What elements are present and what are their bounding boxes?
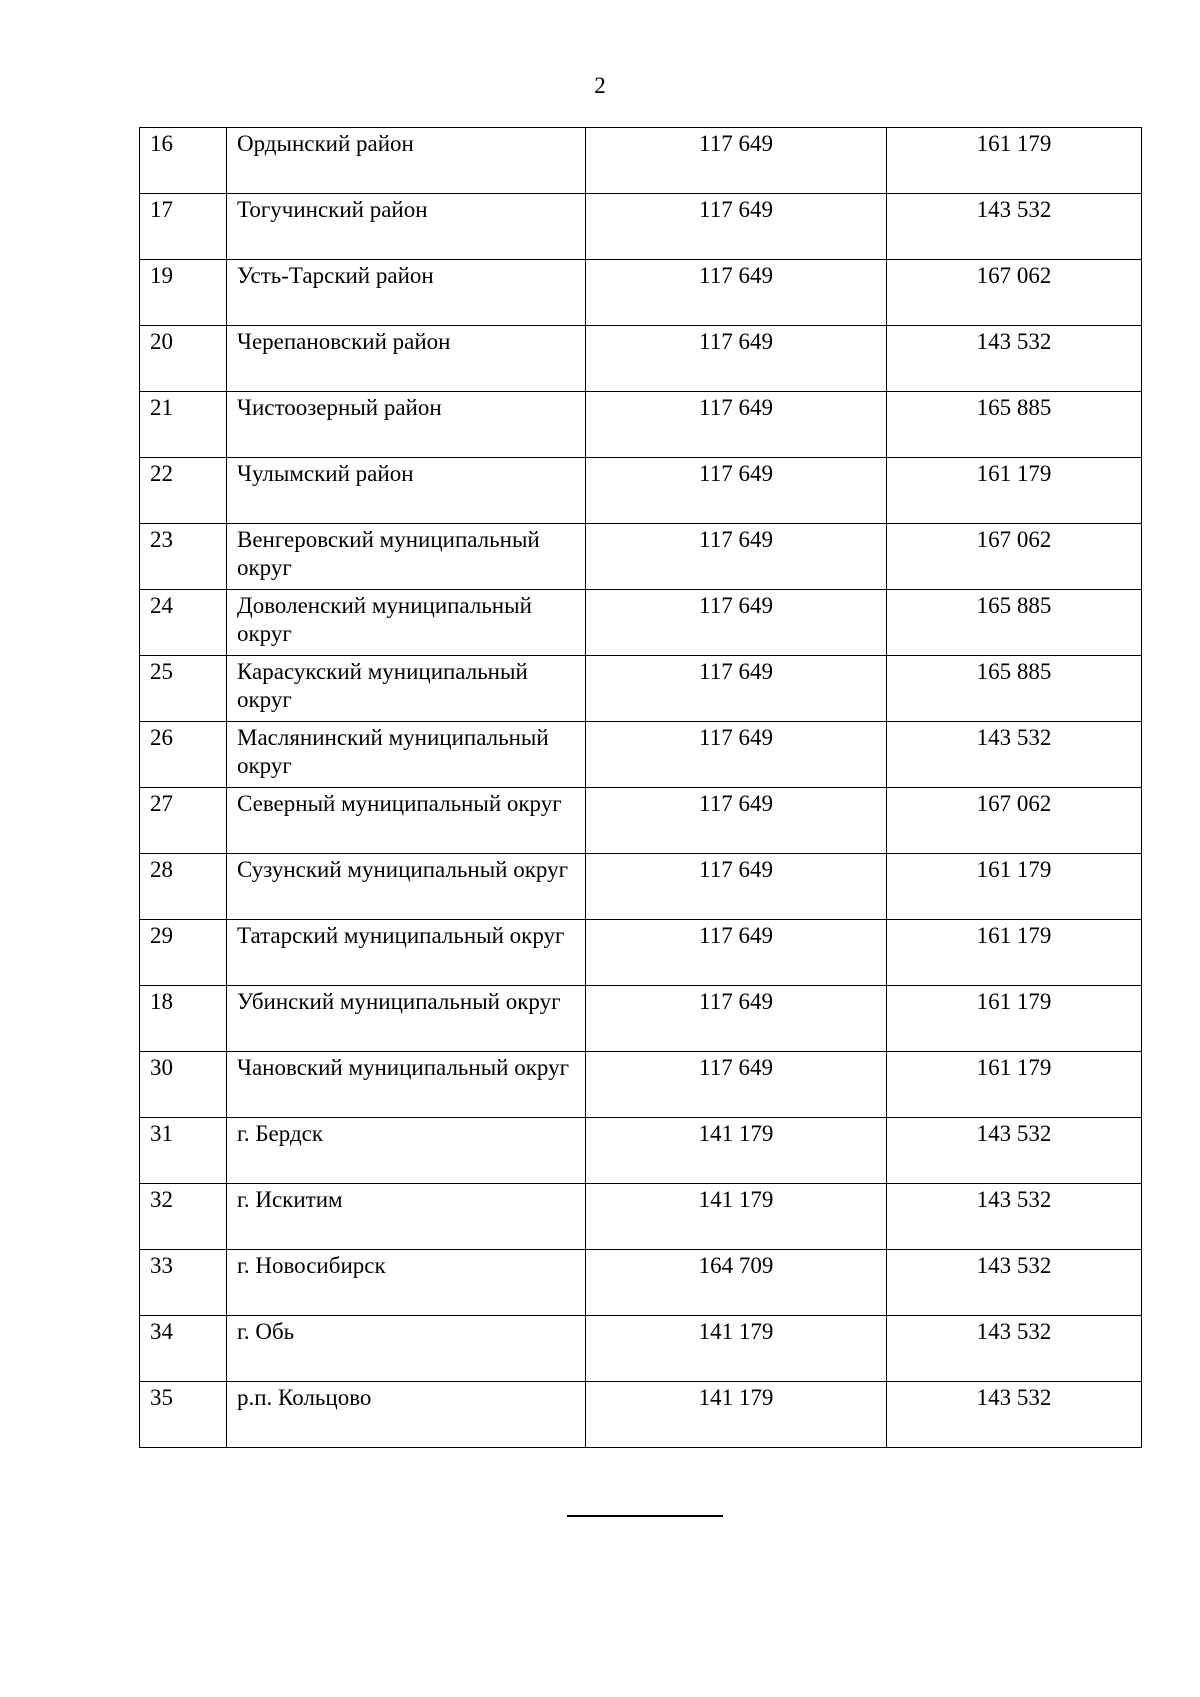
table-row	[140, 326, 1142, 392]
value-1-cell: 117 649	[586, 656, 887, 722]
table-row	[140, 1118, 1142, 1184]
row-number-cell: 32	[140, 1184, 227, 1250]
row-number-cell: 18	[140, 986, 227, 1052]
municipality-name-cell: Черепановский район	[227, 326, 586, 392]
row-number-cell: 16	[140, 128, 227, 194]
table-row	[140, 1382, 1142, 1448]
municipality-name-cell: Венгеровский муниципальный округ	[227, 524, 586, 590]
row-number-cell: 23	[140, 524, 227, 590]
table-row	[140, 524, 1142, 590]
value-1-cell: 117 649	[586, 590, 887, 656]
value-1-cell: 117 649	[586, 128, 887, 194]
row-number-cell: 22	[140, 458, 227, 524]
value-2-cell: 143 532	[887, 326, 1142, 392]
table-row	[140, 722, 1142, 788]
municipality-name-cell: Доволенский муниципальный округ	[227, 590, 586, 656]
municipality-name-cell: г. Искитим	[227, 1184, 586, 1250]
value-1-cell: 117 649	[586, 392, 887, 458]
value-1-cell: 117 649	[586, 326, 887, 392]
table-row	[140, 1184, 1142, 1250]
municipality-name-cell: Чистоозерный район	[227, 392, 586, 458]
municipality-name-cell: Маслянинский муниципальный округ	[227, 722, 586, 788]
end-of-document-rule	[567, 1515, 723, 1517]
row-number-cell: 17	[140, 194, 227, 260]
value-1-cell: 117 649	[586, 722, 887, 788]
table-row	[140, 1052, 1142, 1118]
value-1-cell: 141 179	[586, 1316, 887, 1382]
row-number-cell: 24	[140, 590, 227, 656]
row-number-cell: 33	[140, 1250, 227, 1316]
table-row	[140, 854, 1142, 920]
value-1-cell: 117 649	[586, 920, 887, 986]
value-1-cell: 164 709	[586, 1250, 887, 1316]
value-1-cell: 117 649	[586, 458, 887, 524]
value-1-cell: 117 649	[586, 1052, 887, 1118]
value-2-cell: 161 179	[887, 458, 1142, 524]
row-number-cell: 20	[140, 326, 227, 392]
row-number-cell: 34	[140, 1316, 227, 1382]
row-number-cell: 30	[140, 1052, 227, 1118]
value-2-cell: 143 532	[887, 722, 1142, 788]
value-1-cell: 117 649	[586, 260, 887, 326]
table-row	[140, 986, 1142, 1052]
table-row	[140, 392, 1142, 458]
row-number-cell: 29	[140, 920, 227, 986]
value-1-cell: 141 179	[586, 1118, 887, 1184]
table-row	[140, 656, 1142, 722]
value-2-cell: 167 062	[887, 524, 1142, 590]
value-2-cell: 167 062	[887, 788, 1142, 854]
value-1-cell: 117 649	[586, 854, 887, 920]
municipality-name-cell: Убинский муниципальный округ	[227, 986, 586, 1052]
municipality-name-cell: Чулымский район	[227, 458, 586, 524]
table-row	[140, 590, 1142, 656]
value-1-cell: 141 179	[586, 1382, 887, 1448]
table-row	[140, 128, 1142, 194]
table-row	[140, 920, 1142, 986]
row-number-cell: 26	[140, 722, 227, 788]
row-number-cell: 28	[140, 854, 227, 920]
value-2-cell: 165 885	[887, 656, 1142, 722]
row-number-cell: 31	[140, 1118, 227, 1184]
value-1-cell: 117 649	[586, 986, 887, 1052]
municipality-name-cell: Тогучинский район	[227, 194, 586, 260]
row-number-cell: 35	[140, 1382, 227, 1448]
value-2-cell: 165 885	[887, 392, 1142, 458]
table-row	[140, 788, 1142, 854]
row-number-cell: 19	[140, 260, 227, 326]
row-number-cell: 27	[140, 788, 227, 854]
table-row	[140, 1316, 1142, 1382]
value-1-cell: 117 649	[586, 524, 887, 590]
value-1-cell: 141 179	[586, 1184, 887, 1250]
value-1-cell: 117 649	[586, 194, 887, 260]
page-number: 2	[594, 73, 606, 98]
row-number-cell: 25	[140, 656, 227, 722]
row-number-cell: 21	[140, 392, 227, 458]
value-2-cell: 143 532	[887, 1250, 1142, 1316]
municipality-name-cell: г. Бердск	[227, 1118, 586, 1184]
table-row	[140, 194, 1142, 260]
municipality-name-cell: Татарский муниципальный округ	[227, 920, 586, 986]
value-2-cell: 161 179	[887, 1052, 1142, 1118]
municipality-name-cell: Сузунский муниципальный округ	[227, 854, 586, 920]
municipality-name-cell: Карасукский муниципальный округ	[227, 656, 586, 722]
municipality-name-cell: р.п. Кольцово	[227, 1382, 586, 1448]
municipality-name-cell: Ордынский район	[227, 128, 586, 194]
table-row	[140, 458, 1142, 524]
value-1-cell: 117 649	[586, 788, 887, 854]
value-2-cell: 161 179	[887, 920, 1142, 986]
municipality-name-cell: г. Новосибирск	[227, 1250, 586, 1316]
value-2-cell: 143 532	[887, 1118, 1142, 1184]
value-2-cell: 143 532	[887, 1316, 1142, 1382]
municipality-name-cell: Усть-Тарский район	[227, 260, 586, 326]
value-2-cell: 161 179	[887, 854, 1142, 920]
value-2-cell: 143 532	[887, 1382, 1142, 1448]
municipality-name-cell: г. Обь	[227, 1316, 586, 1382]
value-2-cell: 161 179	[887, 128, 1142, 194]
table-row	[140, 1250, 1142, 1316]
allocation-table	[139, 127, 1142, 1448]
value-2-cell: 161 179	[887, 986, 1142, 1052]
municipality-name-cell: Северный муниципальный округ	[227, 788, 586, 854]
value-2-cell: 143 532	[887, 1184, 1142, 1250]
table-body	[140, 128, 1142, 1448]
municipality-name-cell: Чановский муниципальный округ	[227, 1052, 586, 1118]
value-2-cell: 167 062	[887, 260, 1142, 326]
table-row	[140, 260, 1142, 326]
value-2-cell: 165 885	[887, 590, 1142, 656]
value-2-cell: 143 532	[887, 194, 1142, 260]
